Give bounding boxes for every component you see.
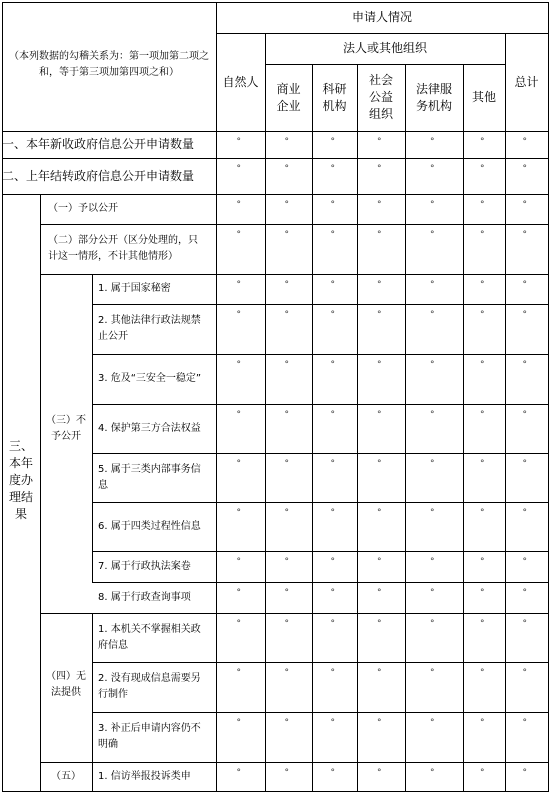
cell-placeholder: ° bbox=[522, 668, 527, 678]
cell-placeholder: ° bbox=[522, 508, 527, 518]
cell-placeholder: ° bbox=[236, 410, 241, 420]
cell-placeholder: ° bbox=[330, 230, 335, 240]
cell-placeholder: ° bbox=[236, 137, 241, 147]
sub-item-label: 6. 属于四类过程性信息 bbox=[98, 520, 201, 532]
cell-placeholder: ° bbox=[330, 164, 335, 174]
cell-placeholder: ° bbox=[284, 410, 289, 420]
cell-placeholder: ° bbox=[430, 200, 435, 210]
cell-placeholder: ° bbox=[480, 230, 485, 240]
column-header: 其他 bbox=[471, 90, 496, 104]
cell-placeholder: ° bbox=[430, 557, 435, 567]
cell-placeholder: ° bbox=[430, 164, 435, 174]
cell-placeholder: ° bbox=[284, 137, 289, 147]
table-border bbox=[216, 762, 548, 763]
cell-placeholder: ° bbox=[522, 768, 527, 778]
cell-placeholder: ° bbox=[284, 280, 289, 290]
cell-placeholder: ° bbox=[480, 718, 485, 728]
cell-placeholder: ° bbox=[330, 200, 335, 210]
cell-placeholder: ° bbox=[480, 410, 485, 420]
sub-item-label: 2. 其他法律行政法规禁止公开 bbox=[98, 315, 201, 342]
cell-placeholder: ° bbox=[284, 459, 289, 469]
cell-placeholder: ° bbox=[480, 310, 485, 320]
cell-placeholder: ° bbox=[522, 410, 527, 420]
cell-placeholder: ° bbox=[284, 588, 289, 598]
table-border bbox=[548, 2, 549, 792]
group-label: （二）部分公开（区分处理的，只计这一情形，不计其他情形） bbox=[48, 235, 198, 262]
cell-placeholder: ° bbox=[377, 230, 382, 240]
group-label: （三）不予公开 bbox=[46, 415, 86, 442]
sub-item-label: 3. 补正后申请内容仍不明确 bbox=[98, 723, 201, 750]
table-border bbox=[216, 613, 548, 614]
cell-placeholder: ° bbox=[522, 137, 527, 147]
cell-placeholder: ° bbox=[522, 619, 527, 629]
cell-placeholder: ° bbox=[284, 668, 289, 678]
cell-placeholder: ° bbox=[522, 588, 527, 598]
table-border bbox=[216, 551, 548, 552]
column-header: 法律服务机构 bbox=[415, 81, 452, 113]
sub-item-label: 1. 信访举报投诉类申 bbox=[98, 770, 191, 782]
cell-placeholder: ° bbox=[330, 280, 335, 290]
cell-placeholder: ° bbox=[480, 508, 485, 518]
cell-placeholder: ° bbox=[236, 557, 241, 567]
cell-placeholder: ° bbox=[236, 230, 241, 240]
cell-placeholder: ° bbox=[330, 137, 335, 147]
cell-placeholder: ° bbox=[522, 200, 527, 210]
cell-placeholder: ° bbox=[430, 360, 435, 370]
table-border bbox=[216, 224, 548, 225]
cell-placeholder: ° bbox=[236, 280, 241, 290]
cell-placeholder: ° bbox=[236, 360, 241, 370]
legal-group-header: 法人或其他组织 bbox=[342, 41, 427, 55]
table-border bbox=[216, 712, 548, 713]
cell-placeholder: ° bbox=[236, 668, 241, 678]
cell-placeholder: ° bbox=[480, 360, 485, 370]
cell-placeholder: ° bbox=[522, 718, 527, 728]
cell-placeholder: ° bbox=[377, 200, 382, 210]
sub-item-label: 8. 属于行政查询事项 bbox=[98, 591, 191, 603]
cell-placeholder: ° bbox=[430, 137, 435, 147]
cell-placeholder: ° bbox=[522, 280, 527, 290]
table-border bbox=[216, 354, 548, 355]
cell-placeholder: ° bbox=[330, 360, 335, 370]
cell-placeholder: ° bbox=[236, 200, 241, 210]
cell-placeholder: ° bbox=[330, 619, 335, 629]
table-border bbox=[216, 158, 548, 159]
table-border bbox=[216, 274, 548, 275]
cell-placeholder: ° bbox=[377, 137, 382, 147]
cell-placeholder: ° bbox=[377, 588, 382, 598]
cell-placeholder: ° bbox=[236, 508, 241, 518]
cell-placeholder: ° bbox=[377, 718, 382, 728]
cell-placeholder: ° bbox=[377, 410, 382, 420]
table-border bbox=[216, 453, 548, 454]
cell-placeholder: ° bbox=[236, 619, 241, 629]
cell-placeholder: ° bbox=[430, 619, 435, 629]
cell-placeholder: ° bbox=[377, 557, 382, 567]
table-border bbox=[216, 304, 548, 305]
sub-item-label: 5. 属于三类内部事务信息 bbox=[98, 463, 201, 491]
cell-placeholder: ° bbox=[480, 459, 485, 469]
group-label: （一）予以公开 bbox=[48, 203, 118, 214]
row-label: 一、本年新收政府信息公开申请数量 bbox=[2, 137, 195, 151]
cell-placeholder: ° bbox=[480, 164, 485, 174]
cell-placeholder: ° bbox=[480, 668, 485, 678]
cell-placeholder: ° bbox=[377, 768, 382, 778]
cell-placeholder: ° bbox=[430, 668, 435, 678]
section-label: 三、本年度办理结果 bbox=[9, 438, 34, 521]
cell-placeholder: ° bbox=[480, 619, 485, 629]
cell-placeholder: ° bbox=[480, 137, 485, 147]
cell-placeholder: ° bbox=[330, 508, 335, 518]
cell-placeholder: ° bbox=[284, 619, 289, 629]
cell-placeholder: ° bbox=[430, 280, 435, 290]
table-border bbox=[505, 33, 506, 792]
table-border bbox=[216, 404, 548, 405]
table-border bbox=[405, 64, 406, 792]
cell-placeholder: ° bbox=[284, 557, 289, 567]
cell-placeholder: ° bbox=[430, 768, 435, 778]
applicant-situation-header: 申请人情况 bbox=[351, 10, 412, 24]
cell-placeholder: ° bbox=[430, 230, 435, 240]
cell-placeholder: ° bbox=[430, 718, 435, 728]
cell-placeholder: ° bbox=[236, 164, 241, 174]
cell-placeholder: ° bbox=[330, 410, 335, 420]
cell-placeholder: ° bbox=[284, 718, 289, 728]
cell-placeholder: ° bbox=[284, 200, 289, 210]
cell-placeholder: ° bbox=[480, 557, 485, 567]
group-label: （四）无法提供 bbox=[46, 671, 86, 698]
cell-placeholder: ° bbox=[522, 230, 527, 240]
cell-placeholder: ° bbox=[377, 280, 382, 290]
cell-placeholder: ° bbox=[377, 668, 382, 678]
cell-placeholder: ° bbox=[430, 410, 435, 420]
group-label: （五） bbox=[51, 770, 81, 782]
cell-placeholder: ° bbox=[377, 360, 382, 370]
cell-placeholder: ° bbox=[377, 508, 382, 518]
total-header: 总计 bbox=[514, 74, 539, 89]
natural-person-header: 自然人 bbox=[222, 74, 259, 89]
cell-placeholder: ° bbox=[522, 360, 527, 370]
sub-item-label: 2. 没有现成信息需要另行制作 bbox=[98, 673, 201, 700]
cell-placeholder: ° bbox=[377, 459, 382, 469]
cell-placeholder: ° bbox=[284, 768, 289, 778]
cell-placeholder: ° bbox=[330, 557, 335, 567]
sub-item-label: 3. 危及“三安全一稳定” bbox=[98, 373, 202, 384]
sub-item-label: 1. 本机关不掌握相关政府信息 bbox=[98, 623, 201, 651]
cell-placeholder: ° bbox=[236, 718, 241, 728]
cell-placeholder: ° bbox=[430, 508, 435, 518]
table-border bbox=[216, 582, 548, 583]
cell-placeholder: ° bbox=[236, 588, 241, 598]
row-label: 二、上年结转政府信息公开申请数量 bbox=[2, 168, 195, 183]
cell-placeholder: ° bbox=[522, 164, 527, 174]
cell-placeholder: ° bbox=[377, 164, 382, 174]
cell-placeholder: ° bbox=[480, 280, 485, 290]
cell-placeholder: ° bbox=[377, 310, 382, 320]
cell-placeholder: ° bbox=[330, 668, 335, 678]
cell-placeholder: ° bbox=[330, 459, 335, 469]
cell-placeholder: ° bbox=[480, 768, 485, 778]
cell-placeholder: ° bbox=[330, 718, 335, 728]
sub-item-label: 7. 属于行政执法案卷 bbox=[98, 560, 191, 572]
cell-placeholder: ° bbox=[522, 557, 527, 567]
column-header: 社会公益组织 bbox=[368, 73, 393, 121]
sub-item-label: 4. 保护第三方合法权益 bbox=[98, 422, 201, 434]
cell-placeholder: ° bbox=[330, 768, 335, 778]
cell-placeholder: ° bbox=[430, 588, 435, 598]
table-border bbox=[2, 791, 549, 792]
table-border bbox=[463, 64, 464, 792]
cell-placeholder: ° bbox=[522, 310, 527, 320]
table-border bbox=[357, 64, 358, 792]
table-border bbox=[216, 662, 548, 663]
column-header: 商业企业 bbox=[276, 81, 301, 113]
table-border bbox=[216, 131, 548, 132]
cell-placeholder: ° bbox=[236, 310, 241, 320]
cell-placeholder: ° bbox=[236, 459, 241, 469]
cell-placeholder: ° bbox=[284, 310, 289, 320]
sub-item-label: 1. 属于国家秘密 bbox=[98, 283, 171, 294]
cell-placeholder: ° bbox=[430, 310, 435, 320]
cell-placeholder: ° bbox=[284, 360, 289, 370]
cell-placeholder: ° bbox=[284, 230, 289, 240]
cell-placeholder: ° bbox=[377, 619, 382, 629]
cell-placeholder: ° bbox=[480, 588, 485, 598]
note-text: （本列数据的勾稽关系为：第一项加第二项之和，等于第三项加第四项之和） bbox=[9, 51, 209, 78]
cell-placeholder: ° bbox=[236, 768, 241, 778]
cell-placeholder: ° bbox=[330, 310, 335, 320]
column-header: 科研机构 bbox=[322, 81, 347, 113]
cell-placeholder: ° bbox=[430, 459, 435, 469]
cell-placeholder: ° bbox=[284, 164, 289, 174]
cell-placeholder: ° bbox=[480, 200, 485, 210]
table-border bbox=[216, 194, 548, 195]
cell-placeholder: ° bbox=[522, 459, 527, 469]
table-border bbox=[216, 502, 548, 503]
table-border bbox=[312, 64, 313, 792]
cell-placeholder: ° bbox=[330, 588, 335, 598]
table-border bbox=[265, 33, 266, 792]
cell-placeholder: ° bbox=[284, 508, 289, 518]
table-border bbox=[2, 2, 3, 792]
